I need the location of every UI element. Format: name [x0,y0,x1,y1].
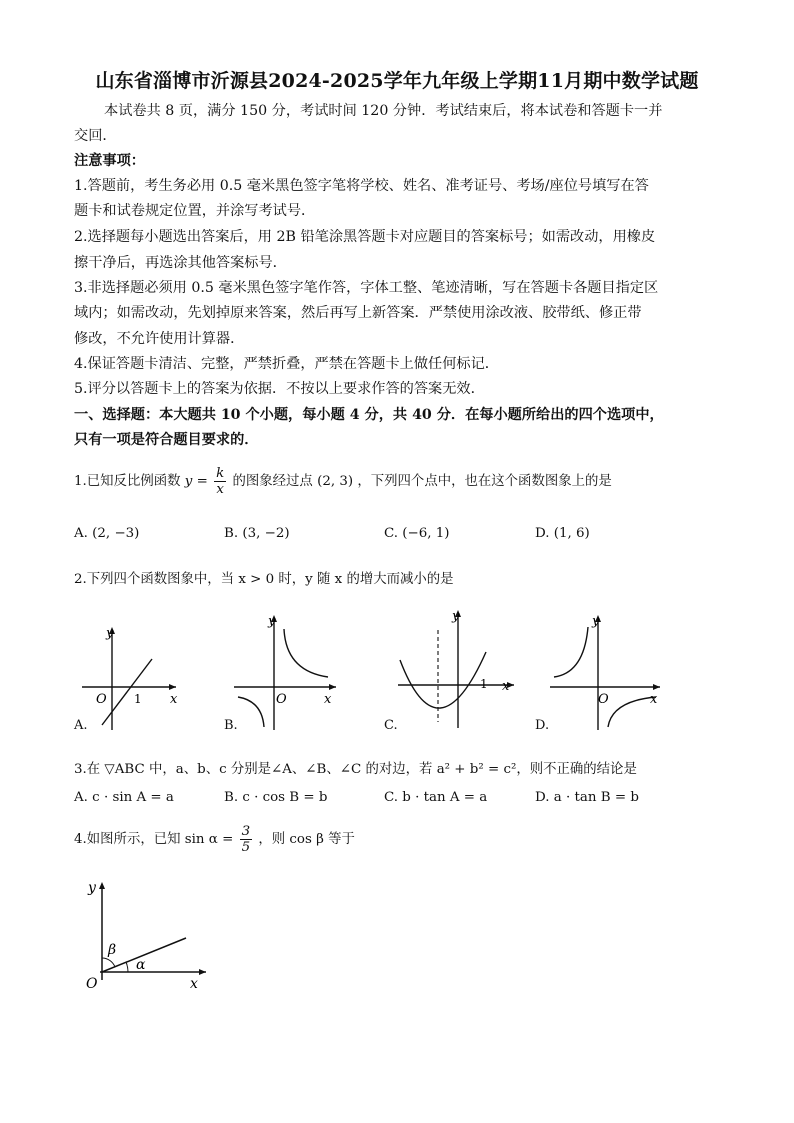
q1-option-d[interactable]: D. (1, 6) [535,526,590,541]
q1-mid: 的图象经过点 [232,474,313,489]
function-curve [400,652,486,708]
notes-line: 4.保证答题卡清洁、完整，严禁折叠，严禁在答题卡上做任何标记． [74,356,499,372]
x-label: x [324,692,332,707]
x-label: x [502,679,510,694]
q2-label-c: C. [384,718,398,733]
notes-line: 2.选择题每小题选出答案后，用 2B 铅笔涂黑答题卡对应题目的答案标号；如需改动，用橡皮 [74,229,656,245]
q1-fraction [214,466,226,497]
function-curve [102,659,152,725]
x-axis-arrow-icon [329,684,336,690]
q4-fraction [240,824,253,855]
q1-suffix: ，下列四个点中，也在这个函数图象上的是 [357,474,612,489]
q2-graph-a[interactable] [72,615,182,735]
y-label: y [452,609,460,624]
notes-heading: 注意事项： [74,153,145,169]
alpha-arc [126,962,128,972]
q4-figure[interactable] [80,872,220,997]
page-title: 山东省淄博市沂源县2024-2025学年九年级上学期11月期中数学试题 [95,70,699,92]
origin-label: O [96,692,107,707]
x-axis-arrow-icon [169,684,176,690]
q3-option-c[interactable]: C. b · tan A = a [384,790,488,805]
y-label: y [592,614,600,629]
y-label: y [268,614,276,629]
q2-label-b: B. [224,718,238,733]
notes-line: 3.非选择题必须用 0.5 毫米黑色签字笔作答，字体工整、笔迹清晰，写在答题卡各题目指定区 [74,280,659,296]
y-axis-arrow-icon [99,882,105,889]
y-label: y [106,626,114,641]
q2-graph-d[interactable] [546,605,666,735]
q2-label-d: D. [535,718,550,733]
tick-one-label: 1 [134,692,142,706]
question-4-stem [74,820,355,860]
q1-point: (2, 3) [317,474,354,489]
y-label: y [88,880,96,896]
section-heading-line-1: 一、选择题：本大题共 10 个小题，每小题 4 分，共 40 分．在每小题所给出的四个选项中， [74,407,664,423]
x-axis-arrow-icon [653,684,660,690]
q2-label-a: A. [74,718,88,733]
intro-line-2: 交回． [74,128,117,144]
origin-label: O [598,692,609,707]
x-axis-arrow-icon [199,969,206,975]
notes-line: 修改，不允许使用计算器． [74,331,245,347]
q1-option-c[interactable]: C. (−6, 1) [384,526,450,541]
q2-graph-c[interactable] [392,600,522,735]
q4-suffix: ，则 cos β 等于 [258,832,355,847]
function-curve [608,697,656,727]
q3-option-a[interactable]: A. c · sin A = a [74,790,174,805]
question-1-stem [74,464,612,500]
origin-label: O [86,976,98,992]
section-heading-line-2: 只有一项是符合题目要求的． [74,432,259,448]
function-curve [554,627,588,677]
q1-frac-den: x [216,482,224,497]
notes-line: 题卡和试卷规定位置，并涂写考试号． [74,203,316,219]
function-curve [238,697,264,727]
notes-line: 1.答题前，考生务必用 0.5 毫米黑色签字笔将学校、姓名、准考证号、考场/座位号填写在答 [74,178,649,194]
alpha-label: α [136,957,146,973]
notes-line: 域内；如需改动，先划掉原来答案，然后再写上新答案．严禁使用涂改液、胶带纸、修正带 [74,305,642,321]
q1-prefix: 1.已知反比例函数 [74,474,181,489]
origin-label: O [276,692,287,707]
q4-prefix: 4.如图所示，已知 sin α = [74,832,234,847]
beta-arc [102,958,115,967]
q4-frac-den: 5 [241,840,251,855]
beta-label: β [108,942,117,958]
q1-option-b[interactable]: B. (3, −2) [224,526,290,541]
q3-option-b[interactable]: B. c · cos B = b [224,790,328,805]
x-label: x [190,976,198,992]
tick-one-label: 1 [480,677,488,691]
q1-frac-num: k [216,466,225,481]
q1-option-a[interactable]: A. (2, −3) [74,526,140,541]
q2-graph-b[interactable] [224,605,344,735]
q1-func-lhs: y = [184,474,208,489]
q4-frac-num: 3 [241,824,251,839]
x-label: x [170,692,178,707]
question-2-stem: 2.下列四个函数图象中，当 x > 0 时，y 随 x 的增大而减小的是 [74,572,454,587]
question-3-stem: 3.在 ▽ABC 中，a、b、c 分别是∠A、∠B、∠C 的对边，若 a² + b² = c²，则不正确的结论是 [74,762,637,777]
notes-line: 擦干净后，再选涂其他答案标号． [74,255,287,271]
function-curve [284,629,328,677]
intro-line-1: 本试卷共 8 页，满分 150 分，考试时间 120 分钟．考试结束后，将本试卷和答题卡一并 [104,103,663,119]
x-label: x [650,692,658,707]
q3-option-d[interactable]: D. a · tan B = b [535,790,639,805]
notes-line: 5.评分以答题卡上的答案为依据．不按以上要求作答的答案无效． [74,381,485,397]
